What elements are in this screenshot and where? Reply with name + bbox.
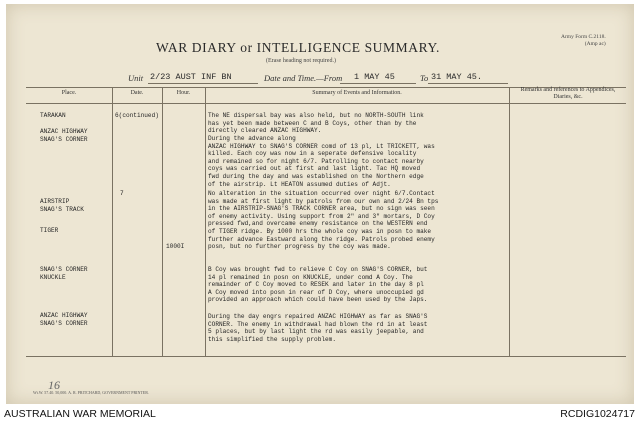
unit-value: 2/23 AUST INF BN — [150, 72, 232, 82]
army-form-sub: (Amp ac) — [584, 41, 606, 47]
row1-date: 6(continued) — [115, 112, 159, 119]
row5-place: TIGER — [40, 227, 59, 234]
form-subtitle: (Erase heading not required.) — [266, 58, 336, 64]
date-from-underline — [340, 83, 416, 84]
unit-underline — [148, 83, 258, 84]
date-to: 31 MAY 45. — [431, 72, 483, 82]
row2-place: ANZAC HIGHWAY SNAG'S CORNER — [40, 128, 88, 143]
row2-summary: During the advance along ANZAC HIGHWAY to SNAG'S CORNER comd of 13 pl, Lt TRICKETT, was killed. Each coy was now in a seperate defensive locality and remained so for night 6/7. Patrolling to contact nearby coys was carried out at first and last light. Tac HQ moved fwd during the day and was established on the Northern edge of the airstrip. Lt HEATON assumed duties of Adjt. — [208, 135, 435, 188]
col-place: Place. — [61, 90, 77, 96]
col-summary: Summary of Events and Information. — [312, 90, 402, 96]
place-date-divider — [112, 87, 113, 357]
row7-place: ANZAC HIGHWAY SNAG'S CORNER — [40, 312, 88, 327]
row6-place: SNAG'S CORNER KNUCKLE — [40, 266, 88, 281]
caption-source: AUSTRALIAN WAR MEMORIAL — [4, 408, 156, 420]
date-hour-divider — [162, 87, 163, 357]
row5-summary: of TIGER ridge. By 1000 hrs the whole coy was in posn to make further advance Eastward along the ridge. Patrols probed enemy posn, but no further progress by the coy was made. — [208, 228, 435, 251]
col-date: Date. — [130, 90, 144, 96]
unit-label: Unit — [128, 73, 144, 83]
date-to-underline — [428, 83, 508, 84]
to-label: To — [420, 73, 429, 83]
table-bottom-rule — [26, 356, 626, 357]
row4-summary: in the AIRSTRIP-SNAG'S TRACK CORNER area, but no sign was seen of enemy activity. Using support from 2" and 3" mortars, D Coy pressed fwd,and overcame enemy resistance on the WESTERN end — [208, 205, 435, 228]
header-bottom-rule — [26, 103, 626, 104]
page-mark: 16 — [48, 378, 60, 392]
row5-hour: 1000I — [166, 243, 185, 250]
row3-date: 7 — [120, 190, 124, 197]
diary-page — [6, 4, 634, 404]
summary-remarks-divider — [509, 87, 510, 357]
row7-summary: During the day engrs repaired ANZAC HIGHWAY as far as SNAG'S CORNER. The enemy in withdrawal had blown the rd in at least 5 places, but by last light the rd was easily jeepable, and this simplified the supply problem. — [208, 313, 428, 343]
row1-place: TARAKAN — [40, 112, 66, 119]
row6-summary: B Coy was brought fwd to relieve C Coy on SNAG'S CORNER, but 14 pl remained in posn on KNUCKLE, under comd A Coy. The remainder of C Coy moved to RESEK and later in the day 8 pl A Coy moved into posn in rear of D Coy, where unoccupied gd provided an approach which could have been used by the Japs. — [208, 266, 428, 304]
date-from: 1 MAY 45 — [354, 72, 395, 82]
row4-place: AIRSTRIP SNAG'S TRACK — [40, 198, 84, 213]
row1-summary: The NE dispersal bay was also held, but no NORTH-SOUTH link has yet been made between C and B Coys, other than by the directly cleared ANZAC HIGHWAY. — [208, 112, 424, 135]
hour-summary-divider — [205, 87, 206, 357]
army-form-label — [561, 34, 606, 48]
form-title: WAR DIARY or INTELLIGENCE SUMMARY. — [156, 40, 441, 55]
caption-id: RCDIG1024717 — [560, 408, 635, 420]
col-hour: Hour. — [176, 90, 191, 96]
col-remarks: Remarks and references to Appendices, Diaries, &c. — [520, 87, 616, 100]
army-form-number: Army Form C.2118. — [561, 34, 606, 40]
row3-summary: No alteration in the situation occurred over night 6/7.Contact was made at first light by patrols from our own and 2/24 Bn tps — [208, 190, 439, 205]
date-label: Date and Time.—From — [264, 73, 343, 83]
printer-note: Wt.W. 57.40. 50,000. A. R. PRITCHARD, GOVERNMENT PRINTER. — [33, 390, 149, 395]
